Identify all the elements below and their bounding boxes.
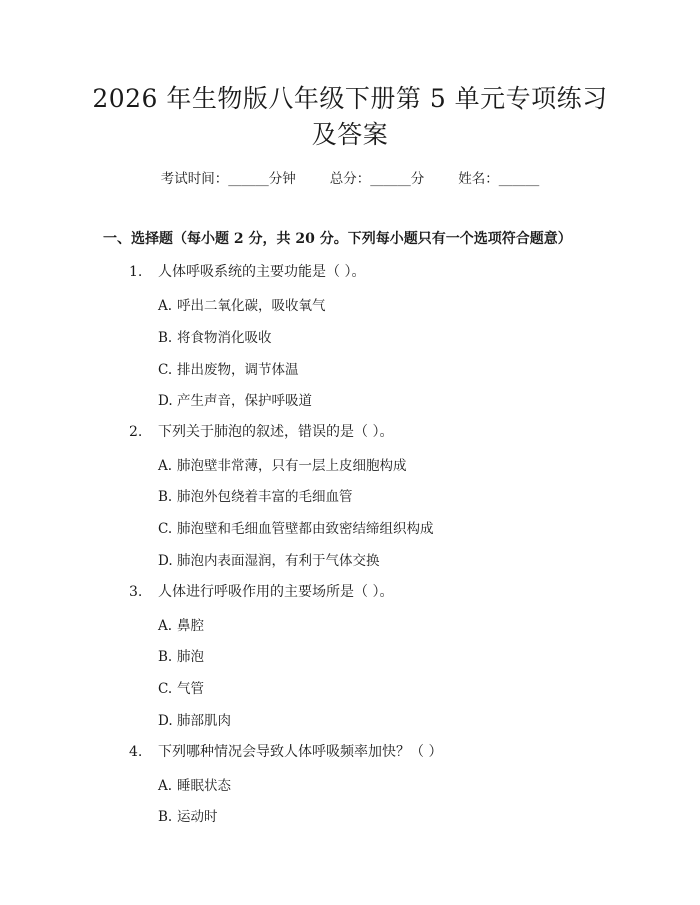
option-letter: B. <box>158 649 173 665</box>
option-letter: A. <box>158 298 173 314</box>
question-text: 人体呼吸系统的主要功能是（ ）。 <box>158 264 366 280</box>
question-3-option-d <box>158 709 231 729</box>
option-letter: A. <box>158 778 173 794</box>
option-letter: C. <box>158 681 173 697</box>
question-2 <box>129 421 393 441</box>
exam-meta <box>0 167 700 187</box>
question-3-option-a <box>158 614 204 634</box>
section-heading: 一、选择题（每小题 2 分，共 20 分。下列每小题只有一个选项符合题意） <box>103 231 572 247</box>
option-letter: D. <box>158 713 173 729</box>
question-1-option-c <box>158 358 299 378</box>
option-text: 睡眠状态 <box>177 778 231 794</box>
option-text: 肺泡 <box>177 649 204 665</box>
question-3-option-b <box>158 645 204 665</box>
option-text: 鼻腔 <box>177 618 204 634</box>
option-letter: D. <box>158 553 173 569</box>
option-text: 呼出二氧化碳，吸收氧气 <box>177 298 326 314</box>
option-text: 产生声音，保护呼吸道 <box>177 393 312 409</box>
question-3 <box>129 581 393 601</box>
option-letter: B. <box>158 330 173 346</box>
option-letter: C. <box>158 362 173 378</box>
option-text: 气管 <box>177 681 204 697</box>
option-letter: A. <box>158 618 173 634</box>
question-1-option-b <box>158 326 272 346</box>
option-letter: C. <box>158 521 173 537</box>
student-name: 姓名：______ <box>458 171 540 187</box>
question-2-option-b <box>158 485 353 505</box>
option-letter: D. <box>158 393 173 409</box>
exam-score: 总分：______分 <box>329 171 425 187</box>
option-text: 肺泡壁和毛细血管壁都由致密结缔组织构成 <box>177 521 434 537</box>
option-text: 肺泡外包绕着丰富的毛细血管 <box>177 489 353 505</box>
question-4-option-a <box>158 774 231 794</box>
exam-time: 考试时间：______分钟 <box>160 171 296 187</box>
question-text: 下列关于肺泡的叙述，错误的是（ ）。 <box>158 424 394 440</box>
question-4-option-b <box>158 805 218 825</box>
option-letter: B. <box>158 489 173 505</box>
question-4 <box>129 741 442 761</box>
option-text: 肺部肌肉 <box>177 713 231 729</box>
question-1-option-d <box>158 389 312 409</box>
question-number: 1. <box>129 264 143 280</box>
question-2-option-d <box>158 549 380 569</box>
option-letter: A. <box>158 458 173 474</box>
option-text: 将食物消化吸收 <box>177 330 272 346</box>
option-letter: B. <box>158 809 173 825</box>
option-text: 肺泡内表面湿润，有利于气体交换 <box>177 553 380 569</box>
question-number: 4. <box>129 744 143 760</box>
option-text: 排出废物，调节体温 <box>177 362 299 378</box>
question-text: 人体进行呼吸作用的主要场所是（ ）。 <box>158 584 394 600</box>
question-number: 2. <box>129 424 143 440</box>
question-2-option-a <box>158 454 407 474</box>
question-3-option-c <box>158 677 204 697</box>
question-number: 3. <box>129 584 143 600</box>
page-title-line-2: 及答案 <box>311 120 389 149</box>
question-text: 下列哪种情况会导致人体呼吸频率加快？（ ） <box>158 744 443 760</box>
question-2-option-c <box>158 517 434 537</box>
option-text: 肺泡壁非常薄，只有一层上皮细胞构成 <box>177 458 407 474</box>
question-1 <box>129 261 365 281</box>
question-1-option-a <box>158 294 326 314</box>
option-text: 运动时 <box>177 809 218 825</box>
page-title-line-1: 2026 年生物版八年级下册第 5 单元专项练习 <box>92 84 608 113</box>
